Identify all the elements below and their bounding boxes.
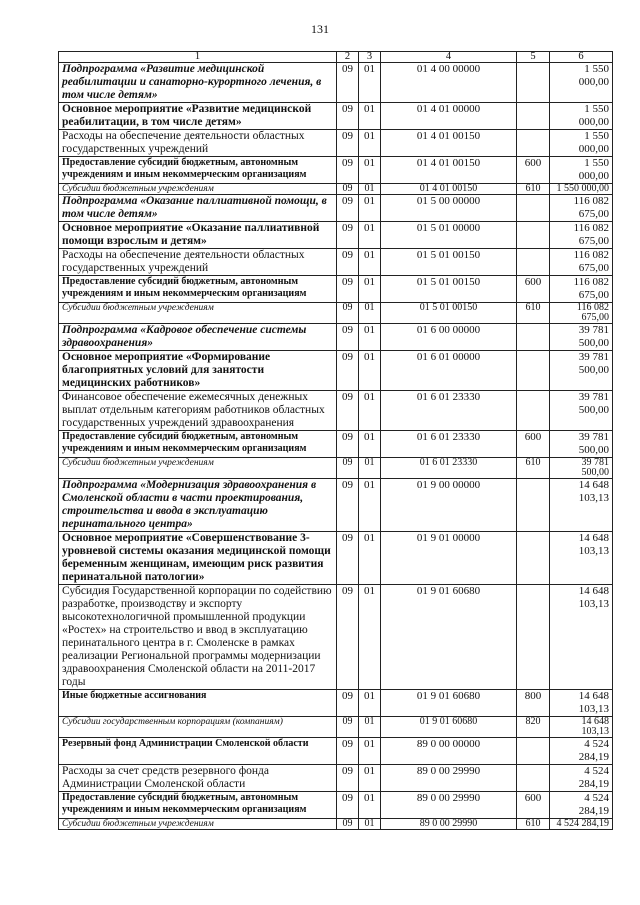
row-target-code-cell: 01 4 01 00150 (381, 184, 517, 195)
row-expense-type-cell: 610 (517, 819, 550, 830)
table-row (59, 765, 613, 792)
row-name-cell: Субсидии бюджетным учреждениям (59, 184, 337, 195)
row-section-cell: 09 (337, 585, 359, 690)
row-amount-cell: 39 781 500,00 (550, 351, 613, 391)
row-amount-cell: 4 524 284,19 (550, 792, 613, 819)
table-header-row (59, 52, 613, 63)
row-name-cell: Основное мероприятие «Формирование благоприятных условий для занятости медицинских работников» (59, 351, 337, 391)
row-expense-type-cell: 600 (517, 157, 550, 184)
row-expense-type-cell (517, 532, 550, 585)
row-expense-type-cell (517, 391, 550, 431)
page-number: 131 (311, 22, 329, 36)
budget-table (58, 51, 613, 830)
table-row (59, 351, 613, 391)
row-name-cell: Субсидия Государственной корпорации по содействию разработке, производству и экспорту высокотехнологичной промышленной продукции «Ростех» на строительство и ввод в эксплуатацию перинатального центра в г. Смоленске в рамках реализации Региональной программы модернизации здравоохранения Смоленской области на 2011-2017 годы (59, 585, 337, 690)
row-section-cell: 09 (337, 351, 359, 391)
row-expense-type-cell: 600 (517, 792, 550, 819)
row-name-cell: Подпрограмма «Модернизация здравоохранения в Смоленской области в части проектирования, строительства и ввода в эксплуатацию перинатального центра» (59, 479, 337, 532)
row-name-cell: Предоставление субсидий бюджетным, автономным учреждениям и иным некоммерческим организациям (59, 431, 337, 458)
row-name-cell: Финансовое обеспечение ежемесячных денежных выплат отдельным категориям работников областных государственных учреждений здравоохранения (59, 391, 337, 431)
table-row (59, 738, 613, 765)
row-name-cell: Расходы на обеспечение деятельности областных государственных учреждений (59, 249, 337, 276)
row-expense-type-cell (517, 479, 550, 532)
row-expense-type-cell: 610 (517, 458, 550, 479)
row-target-code-cell: 01 6 01 23330 (381, 391, 517, 431)
row-section-cell: 09 (337, 130, 359, 157)
table-row (59, 157, 613, 184)
row-section-cell: 09 (337, 303, 359, 324)
row-section-cell: 09 (337, 103, 359, 130)
row-name-cell: Иные бюджетные ассигнования (59, 690, 337, 717)
row-amount-cell: 116 082 675,00 (550, 303, 613, 324)
row-name-cell: Предоставление субсидий бюджетным, автономным учреждениям и иным некоммерческим организациям (59, 276, 337, 303)
table-row (59, 479, 613, 532)
row-subsection-cell: 01 (359, 276, 381, 303)
row-subsection-cell: 01 (359, 63, 381, 103)
row-amount-cell: 39 781 500,00 (550, 324, 613, 351)
column-header: 3 (359, 52, 381, 63)
row-name-cell: Субсидии бюджетным учреждениям (59, 458, 337, 479)
row-subsection-cell: 01 (359, 157, 381, 184)
row-name-cell: Субсидии государственным корпорациям (компаниям) (59, 717, 337, 738)
row-amount-cell: 39 781 500,00 (550, 391, 613, 431)
row-expense-type-cell (517, 63, 550, 103)
row-section-cell: 09 (337, 391, 359, 431)
row-target-code-cell: 01 4 01 00150 (381, 130, 517, 157)
row-amount-cell: 14 648 103,13 (550, 690, 613, 717)
row-target-code-cell: 89 0 00 00000 (381, 738, 517, 765)
row-name-cell: Расходы на обеспечение деятельности областных государственных учреждений (59, 130, 337, 157)
row-name-cell: Подпрограмма «Развитие медицинской реабилитации и санаторно-курортного лечения, в том числе детям» (59, 63, 337, 103)
row-subsection-cell: 01 (359, 130, 381, 157)
row-section-cell: 09 (337, 765, 359, 792)
row-name-cell: Основное мероприятие «Оказание паллиативной помощи взрослым и детям» (59, 222, 337, 249)
row-subsection-cell: 01 (359, 222, 381, 249)
row-expense-type-cell (517, 324, 550, 351)
row-subsection-cell: 01 (359, 351, 381, 391)
row-target-code-cell: 01 4 01 00150 (381, 157, 517, 184)
row-target-code-cell: 01 9 01 60680 (381, 717, 517, 738)
row-amount-cell: 116 082 675,00 (550, 195, 613, 222)
table-row (59, 431, 613, 458)
table-row (59, 532, 613, 585)
row-section-cell: 09 (337, 222, 359, 249)
row-amount-cell: 116 082 675,00 (550, 276, 613, 303)
column-header: 1 (59, 52, 337, 63)
row-target-code-cell: 01 9 01 60680 (381, 585, 517, 690)
table-row (59, 303, 613, 324)
row-subsection-cell: 01 (359, 479, 381, 532)
row-expense-type-cell (517, 351, 550, 391)
table-row (59, 249, 613, 276)
row-name-cell: Подпрограмма «Оказание паллиативной помощи, в том числе детям» (59, 195, 337, 222)
row-target-code-cell: 01 6 01 23330 (381, 458, 517, 479)
row-section-cell: 09 (337, 690, 359, 717)
row-amount-cell: 1 550 000,00 (550, 184, 613, 195)
row-section-cell: 09 (337, 738, 359, 765)
row-expense-type-cell (517, 103, 550, 130)
column-header: 4 (381, 52, 517, 63)
row-subsection-cell: 01 (359, 324, 381, 351)
table-row (59, 103, 613, 130)
row-amount-cell: 4 524 284,19 (550, 765, 613, 792)
table-body (59, 52, 613, 830)
row-expense-type-cell: 600 (517, 431, 550, 458)
row-subsection-cell: 01 (359, 103, 381, 130)
row-section-cell: 09 (337, 819, 359, 830)
row-expense-type-cell (517, 222, 550, 249)
table-row (59, 222, 613, 249)
column-header: 5 (517, 52, 550, 63)
row-expense-type-cell: 600 (517, 276, 550, 303)
row-expense-type-cell: 610 (517, 303, 550, 324)
row-subsection-cell: 01 (359, 249, 381, 276)
row-target-code-cell: 01 9 00 00000 (381, 479, 517, 532)
row-target-code-cell: 01 6 01 23330 (381, 431, 517, 458)
row-target-code-cell: 01 4 01 00000 (381, 103, 517, 130)
row-name-cell: Расходы за счет средств резервного фонда Администрации Смоленской области (59, 765, 337, 792)
row-section-cell: 09 (337, 184, 359, 195)
table-row (59, 391, 613, 431)
row-section-cell: 09 (337, 249, 359, 276)
row-subsection-cell: 01 (359, 690, 381, 717)
column-header: 6 (550, 52, 613, 63)
row-amount-cell: 1 550 000,00 (550, 157, 613, 184)
table-row (59, 690, 613, 717)
row-subsection-cell: 01 (359, 765, 381, 792)
row-subsection-cell: 01 (359, 532, 381, 585)
table-row (59, 276, 613, 303)
row-name-cell: Подпрограмма «Кадровое обеспечение системы здравоохранения» (59, 324, 337, 351)
table-row (59, 195, 613, 222)
row-target-code-cell: 89 0 00 29990 (381, 819, 517, 830)
row-subsection-cell: 01 (359, 717, 381, 738)
row-target-code-cell: 01 5 00 00000 (381, 195, 517, 222)
row-expense-type-cell (517, 738, 550, 765)
row-amount-cell: 4 524 284,19 (550, 738, 613, 765)
row-expense-type-cell (517, 765, 550, 792)
row-amount-cell: 14 648 103,13 (550, 717, 613, 738)
row-name-cell: Основное мероприятие «Развитие медицинской реабилитации, в том числе детям» (59, 103, 337, 130)
row-amount-cell: 4 524 284,19 (550, 819, 613, 830)
row-section-cell: 09 (337, 63, 359, 103)
row-name-cell: Предоставление субсидий бюджетным, автономным учреждениям и иным некоммерческим организациям (59, 157, 337, 184)
table-row (59, 717, 613, 738)
table-row (59, 792, 613, 819)
row-section-cell: 09 (337, 324, 359, 351)
row-name-cell: Предоставление субсидий бюджетным, автономным учреждениям и иным некоммерческим организациям (59, 792, 337, 819)
row-section-cell: 09 (337, 431, 359, 458)
row-amount-cell: 1 550 000,00 (550, 103, 613, 130)
row-target-code-cell: 89 0 00 29990 (381, 765, 517, 792)
row-subsection-cell: 01 (359, 431, 381, 458)
row-subsection-cell: 01 (359, 184, 381, 195)
table-row (59, 63, 613, 103)
row-target-code-cell: 01 9 01 00000 (381, 532, 517, 585)
row-expense-type-cell: 820 (517, 717, 550, 738)
row-amount-cell: 14 648 103,13 (550, 479, 613, 532)
row-target-code-cell: 89 0 00 29990 (381, 792, 517, 819)
row-subsection-cell: 01 (359, 738, 381, 765)
row-section-cell: 09 (337, 195, 359, 222)
row-subsection-cell: 01 (359, 458, 381, 479)
row-name-cell: Субсидии бюджетным учреждениям (59, 303, 337, 324)
table-row (59, 324, 613, 351)
row-target-code-cell: 01 4 00 00000 (381, 63, 517, 103)
row-subsection-cell: 01 (359, 195, 381, 222)
row-section-cell: 09 (337, 717, 359, 738)
row-target-code-cell: 01 5 01 00150 (381, 303, 517, 324)
row-section-cell: 09 (337, 458, 359, 479)
row-subsection-cell: 01 (359, 585, 381, 690)
row-expense-type-cell: 800 (517, 690, 550, 717)
row-target-code-cell: 01 5 01 00000 (381, 222, 517, 249)
table-row (59, 184, 613, 195)
row-target-code-cell: 01 6 01 00000 (381, 351, 517, 391)
row-name-cell: Резервный фонд Администрации Смоленской области (59, 738, 337, 765)
row-subsection-cell: 01 (359, 391, 381, 431)
row-amount-cell: 1 550 000,00 (550, 130, 613, 157)
table-row (59, 458, 613, 479)
row-amount-cell: 39 781 500,00 (550, 431, 613, 458)
row-name-cell: Основное мероприятие «Совершенствование 3-уровневой системы оказания медицинской помощи беременным женщинам, имеющим риск развития перинатальной патологии» (59, 532, 337, 585)
row-amount-cell: 1 550 000,00 (550, 63, 613, 103)
row-section-cell: 09 (337, 157, 359, 184)
table-row (59, 130, 613, 157)
row-section-cell: 09 (337, 479, 359, 532)
row-expense-type-cell (517, 130, 550, 157)
row-target-code-cell: 01 5 01 00150 (381, 276, 517, 303)
row-amount-cell: 116 082 675,00 (550, 249, 613, 276)
row-target-code-cell: 01 9 01 60680 (381, 690, 517, 717)
row-subsection-cell: 01 (359, 792, 381, 819)
row-name-cell: Субсидии бюджетным учреждениям (59, 819, 337, 830)
row-target-code-cell: 01 5 01 00150 (381, 249, 517, 276)
row-expense-type-cell (517, 249, 550, 276)
row-expense-type-cell (517, 195, 550, 222)
row-subsection-cell: 01 (359, 303, 381, 324)
row-section-cell: 09 (337, 276, 359, 303)
row-expense-type-cell: 610 (517, 184, 550, 195)
row-expense-type-cell (517, 585, 550, 690)
column-header: 2 (337, 52, 359, 63)
row-target-code-cell: 01 6 00 00000 (381, 324, 517, 351)
row-amount-cell: 116 082 675,00 (550, 222, 613, 249)
row-amount-cell: 14 648 103,13 (550, 532, 613, 585)
row-subsection-cell: 01 (359, 819, 381, 830)
table-row (59, 819, 613, 830)
row-amount-cell: 14 648 103,13 (550, 585, 613, 690)
row-amount-cell: 39 781 500,00 (550, 458, 613, 479)
table-row (59, 585, 613, 690)
row-section-cell: 09 (337, 532, 359, 585)
row-section-cell: 09 (337, 792, 359, 819)
